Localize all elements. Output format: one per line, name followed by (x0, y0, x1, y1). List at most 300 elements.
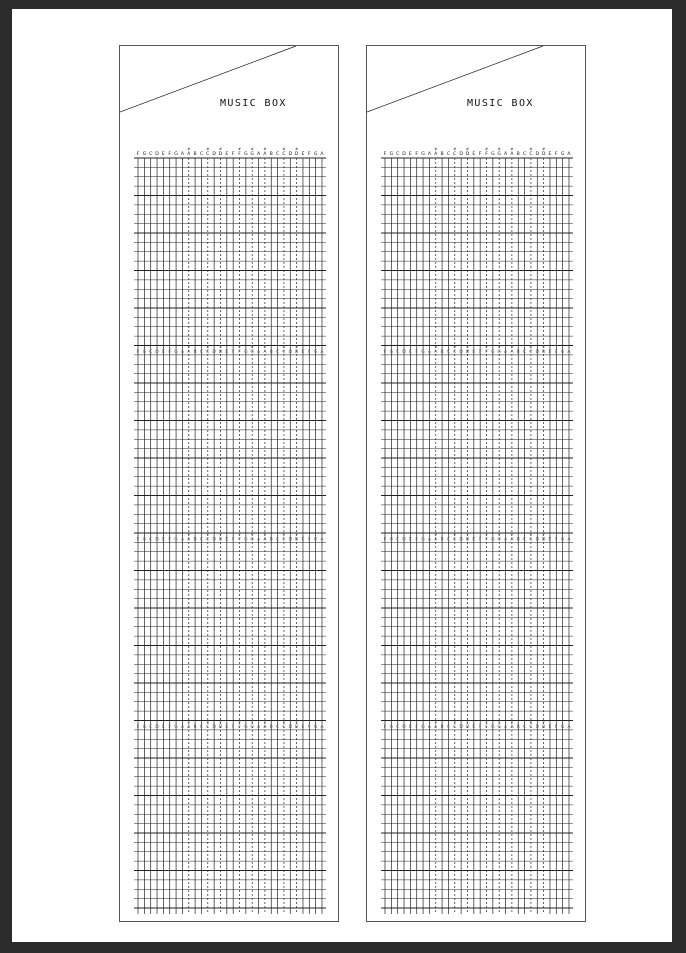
note-label: A (567, 724, 571, 730)
sharp-label: # (453, 147, 457, 151)
note-label: C (275, 152, 280, 157)
note-label: C (396, 152, 400, 157)
note-label: F (554, 537, 558, 543)
note-label: A (503, 724, 508, 730)
note-label: F (238, 724, 241, 730)
sharp-label: # (238, 532, 242, 537)
note-label: A (256, 537, 261, 543)
note-label: D (294, 152, 299, 157)
note-label: G (389, 152, 394, 157)
sharp-label: # (485, 719, 489, 724)
note-label: D (465, 537, 470, 543)
sharp-label: # (542, 344, 546, 349)
note-label: F (415, 724, 419, 730)
note-label: A (320, 537, 324, 543)
note-label: C (149, 349, 153, 355)
music-box-strip-left (119, 45, 339, 922)
note-label: G (244, 537, 248, 543)
note-label: G (244, 152, 248, 157)
sharp-label: # (465, 344, 469, 349)
note-label: C (396, 537, 400, 543)
sharp-label: # (529, 344, 533, 349)
sharp-label: # (187, 344, 191, 349)
note-label: F (383, 152, 387, 157)
note-label: A (180, 537, 184, 543)
note-label: G (313, 349, 318, 355)
note-label: E (548, 537, 552, 543)
sharp-label: # (529, 532, 533, 537)
sharp-label: # (295, 344, 299, 349)
note-label: C (529, 537, 533, 543)
sharp-label: # (497, 147, 501, 151)
note-label: F (168, 537, 172, 543)
note-label: D (288, 152, 293, 157)
note-label: D (218, 152, 223, 157)
sharp-label: # (453, 344, 457, 349)
note-label: B (269, 349, 273, 355)
note-label: A (567, 537, 571, 543)
sharp-label: # (542, 719, 546, 724)
note-label: C (529, 152, 533, 157)
note-label: D (218, 349, 223, 355)
note-label: C (446, 349, 451, 355)
note-label: F (136, 724, 140, 730)
note-label: A (187, 724, 191, 730)
note-label: D (212, 349, 216, 355)
sharp-label: # (263, 344, 267, 349)
note-label: G (142, 349, 147, 355)
note-label: F (136, 152, 140, 157)
note-label: A (256, 724, 261, 730)
note-label: D (155, 349, 159, 355)
note-label: D (541, 152, 546, 157)
sharp-label: # (485, 532, 489, 537)
note-label: A (263, 724, 267, 730)
note-label: F (415, 349, 419, 355)
note-label: A (434, 724, 438, 730)
note-label: F (238, 537, 241, 543)
note-label: F (383, 349, 387, 355)
note-grid (367, 46, 587, 923)
note-label: D (459, 724, 463, 730)
note-label: E (301, 537, 305, 543)
note-label: G (421, 349, 425, 355)
note-label: B (440, 349, 444, 355)
sharp-label: # (465, 147, 469, 151)
sharp-label: # (542, 147, 546, 151)
sharp-label: # (238, 344, 242, 349)
note-label: F (415, 537, 419, 543)
note-label: F (307, 152, 311, 157)
sharp-label: # (453, 532, 457, 537)
note-label: B (516, 349, 520, 355)
note-label: E (225, 537, 229, 543)
note-label: G (142, 724, 147, 730)
note-label: B (440, 152, 444, 157)
note-label: A (510, 349, 514, 355)
note-label: E (161, 537, 165, 543)
sharp-label: # (206, 719, 210, 724)
note-label: E (301, 152, 305, 157)
note-label: F (554, 349, 558, 355)
note-label: C (199, 152, 204, 157)
sharp-label: # (187, 147, 191, 151)
sharp-label: # (218, 147, 222, 151)
strip-title: MUSIC BOX (220, 98, 287, 109)
note-label: B (269, 152, 273, 157)
note-label: D (465, 724, 470, 730)
note-label: G (491, 152, 495, 157)
note-label: E (301, 349, 305, 355)
note-label: B (269, 724, 273, 730)
note-label: G (174, 537, 178, 543)
note-label: A (434, 349, 438, 355)
note-label: E (472, 724, 476, 730)
sharp-label: # (218, 719, 222, 724)
note-label: G (174, 349, 178, 355)
note-label: D (294, 724, 299, 730)
note-label: G (250, 724, 254, 730)
note-label: G (389, 724, 394, 730)
note-label: C (282, 349, 286, 355)
note-label: E (301, 724, 305, 730)
note-label: D (541, 349, 546, 355)
note-label: E (161, 349, 165, 355)
sheet-page (12, 9, 672, 942)
music-box-strip-right (366, 45, 586, 922)
note-label: C (199, 349, 204, 355)
sharp-label: # (263, 532, 267, 537)
note-label: C (522, 537, 527, 543)
note-label: C (446, 537, 451, 543)
sharp-label: # (295, 719, 299, 724)
sharp-label: # (434, 719, 438, 724)
note-label: B (269, 537, 273, 543)
note-label: A (567, 152, 571, 157)
sharp-label: # (187, 532, 191, 537)
sharp-label: # (465, 532, 469, 537)
note-label: D (541, 537, 546, 543)
note-label: A (187, 537, 191, 543)
note-label: E (161, 724, 165, 730)
note-label: E (225, 152, 229, 157)
note-label: D (288, 537, 293, 543)
note-label: E (408, 724, 412, 730)
sharp-label: # (434, 344, 438, 349)
sharp-label: # (250, 719, 254, 724)
note-grid (120, 46, 340, 923)
note-label: C (149, 152, 153, 157)
note-label: F (168, 724, 172, 730)
note-label: E (472, 349, 476, 355)
note-label: A (427, 349, 431, 355)
note-label: D (535, 537, 540, 543)
note-label: C (453, 349, 457, 355)
sharp-label: # (250, 147, 254, 151)
note-label: A (256, 349, 261, 355)
note-label: G (244, 349, 248, 355)
note-label: G (244, 724, 248, 730)
note-label: F (383, 724, 387, 730)
note-label: D (535, 349, 540, 355)
sharp-label: # (238, 719, 242, 724)
note-label: F (231, 349, 235, 355)
note-label: G (142, 152, 147, 157)
note-label: E (161, 152, 165, 157)
note-label: C (529, 724, 533, 730)
note-label: G (497, 724, 501, 730)
note-label: A (434, 537, 438, 543)
note-label: C (275, 724, 280, 730)
note-label: E (408, 349, 412, 355)
note-label: D (402, 537, 406, 543)
note-label: D (288, 349, 293, 355)
note-label: F (168, 152, 172, 157)
note-label: F (485, 537, 488, 543)
note-label: E (225, 724, 229, 730)
note-label: C (275, 537, 280, 543)
note-label: C (282, 152, 286, 157)
note-label: D (459, 152, 463, 157)
note-label: G (250, 537, 254, 543)
note-label: D (535, 724, 540, 730)
note-label: D (218, 537, 223, 543)
note-label: D (212, 152, 216, 157)
note-label: F (478, 537, 482, 543)
note-label: G (560, 349, 565, 355)
sharp-label: # (485, 344, 489, 349)
note-label: F (307, 537, 311, 543)
note-label: G (174, 724, 178, 730)
note-label: A (187, 349, 191, 355)
note-label: C (149, 724, 153, 730)
note-label: A (263, 349, 267, 355)
sharp-label: # (206, 147, 210, 151)
note-label: F (231, 152, 235, 157)
note-label: C (206, 724, 210, 730)
sharp-label: # (206, 532, 210, 537)
note-label: A (510, 537, 514, 543)
sharp-label: # (453, 719, 457, 724)
sharp-label: # (263, 147, 267, 151)
note-label: C (446, 724, 451, 730)
note-label: D (155, 724, 159, 730)
note-label: B (516, 152, 520, 157)
note-label: C (446, 152, 451, 157)
note-label: F (231, 537, 235, 543)
sharp-label: # (282, 532, 286, 537)
note-label: A (263, 537, 267, 543)
note-label: D (402, 152, 406, 157)
note-label: G (491, 349, 495, 355)
note-label: A (503, 152, 508, 157)
note-label: B (516, 537, 520, 543)
note-label: F (168, 349, 172, 355)
note-label: A (427, 724, 431, 730)
note-label: A (434, 152, 438, 157)
note-label: B (440, 724, 444, 730)
note-label: A (503, 537, 508, 543)
note-label: G (421, 724, 425, 730)
note-label: A (510, 724, 514, 730)
note-label: D (155, 537, 159, 543)
note-label: C (149, 537, 153, 543)
sharp-label: # (529, 147, 533, 151)
note-label: G (497, 152, 501, 157)
note-label: C (396, 349, 400, 355)
note-label: F (238, 152, 241, 157)
note-label: C (206, 349, 210, 355)
note-label: G (497, 537, 501, 543)
note-label: C (396, 724, 400, 730)
note-label: G (421, 537, 425, 543)
note-label: A (180, 724, 184, 730)
note-label: E (548, 349, 552, 355)
note-label: C (453, 152, 457, 157)
sharp-label: # (542, 532, 546, 537)
note-label: D (541, 724, 546, 730)
note-label: F (136, 349, 140, 355)
note-label: F (307, 724, 311, 730)
note-label: G (421, 152, 425, 157)
note-label: F (238, 349, 241, 355)
note-label: D (294, 349, 299, 355)
note-label: D (212, 724, 216, 730)
note-label: D (402, 724, 406, 730)
note-label: C (453, 724, 457, 730)
note-label: C (282, 724, 286, 730)
note-label: G (250, 349, 254, 355)
sharp-label: # (510, 147, 514, 151)
sharp-label: # (434, 532, 438, 537)
note-label: D (218, 724, 223, 730)
sharp-label: # (510, 344, 514, 349)
note-label: F (307, 349, 311, 355)
note-label: B (193, 724, 197, 730)
sharp-label: # (510, 719, 514, 724)
note-label: F (485, 724, 488, 730)
note-label: E (472, 152, 476, 157)
note-label: D (155, 152, 159, 157)
sharp-label: # (497, 344, 501, 349)
note-label: F (554, 152, 558, 157)
note-label: C (522, 349, 527, 355)
note-label: D (294, 537, 299, 543)
sharp-label: # (485, 147, 489, 151)
sharp-label: # (295, 147, 299, 151)
sharp-label: # (282, 147, 286, 151)
sharp-label: # (282, 344, 286, 349)
note-label: C (199, 724, 204, 730)
note-label: F (415, 152, 419, 157)
sharp-label: # (187, 719, 191, 724)
sharp-label: # (465, 719, 469, 724)
note-label: G (313, 537, 318, 543)
note-label: B (193, 349, 197, 355)
note-label: C (206, 152, 210, 157)
note-label: F (554, 724, 558, 730)
sharp-label: # (497, 719, 501, 724)
note-label: D (535, 152, 540, 157)
note-label: B (516, 724, 520, 730)
note-label: E (408, 152, 412, 157)
note-label: C (453, 537, 457, 543)
note-label: A (427, 537, 431, 543)
note-label: G (560, 152, 565, 157)
note-label: A (320, 724, 324, 730)
sharp-label: # (434, 147, 438, 151)
strip-title: MUSIC BOX (467, 98, 534, 109)
note-label: F (485, 152, 488, 157)
note-label: D (402, 349, 406, 355)
note-label: A (263, 152, 267, 157)
sharp-label: # (206, 344, 210, 349)
note-label: G (313, 152, 318, 157)
sharp-label: # (250, 344, 254, 349)
note-label: C (199, 537, 204, 543)
note-label: F (478, 349, 482, 355)
note-label: C (282, 537, 286, 543)
sharp-label: # (497, 532, 501, 537)
note-label: C (206, 537, 210, 543)
note-label: F (383, 537, 387, 543)
note-label: B (193, 152, 197, 157)
note-label: E (548, 152, 552, 157)
note-label: G (250, 152, 254, 157)
note-label: G (389, 349, 394, 355)
sharp-label: # (238, 147, 242, 151)
note-label: G (491, 724, 495, 730)
note-label: A (427, 152, 431, 157)
note-label: G (491, 537, 495, 543)
sharp-label: # (295, 532, 299, 537)
note-label: A (180, 349, 184, 355)
note-label: A (510, 152, 514, 157)
note-label: B (193, 537, 197, 543)
note-label: G (142, 537, 147, 543)
note-label: C (522, 724, 527, 730)
note-label: F (478, 724, 482, 730)
note-label: A (180, 152, 184, 157)
note-label: G (313, 724, 318, 730)
note-label: F (478, 152, 482, 157)
note-label: A (567, 349, 571, 355)
note-label: D (459, 349, 463, 355)
sharp-label: # (529, 719, 533, 724)
note-label: G (560, 537, 565, 543)
note-label: E (472, 537, 476, 543)
note-label: E (225, 349, 229, 355)
note-label: B (440, 537, 444, 543)
sharp-label: # (282, 719, 286, 724)
note-label: E (408, 537, 412, 543)
note-label: A (256, 152, 261, 157)
note-label: E (548, 724, 552, 730)
note-label: A (320, 152, 324, 157)
note-label: F (485, 349, 488, 355)
note-label: A (503, 349, 508, 355)
note-label: G (560, 724, 565, 730)
note-label: C (522, 152, 527, 157)
sharp-label: # (250, 532, 254, 537)
note-label: C (275, 349, 280, 355)
sharp-label: # (218, 532, 222, 537)
sharp-label: # (510, 532, 514, 537)
sharp-label: # (263, 719, 267, 724)
note-label: G (389, 537, 394, 543)
note-label: G (174, 152, 178, 157)
note-label: D (288, 724, 293, 730)
